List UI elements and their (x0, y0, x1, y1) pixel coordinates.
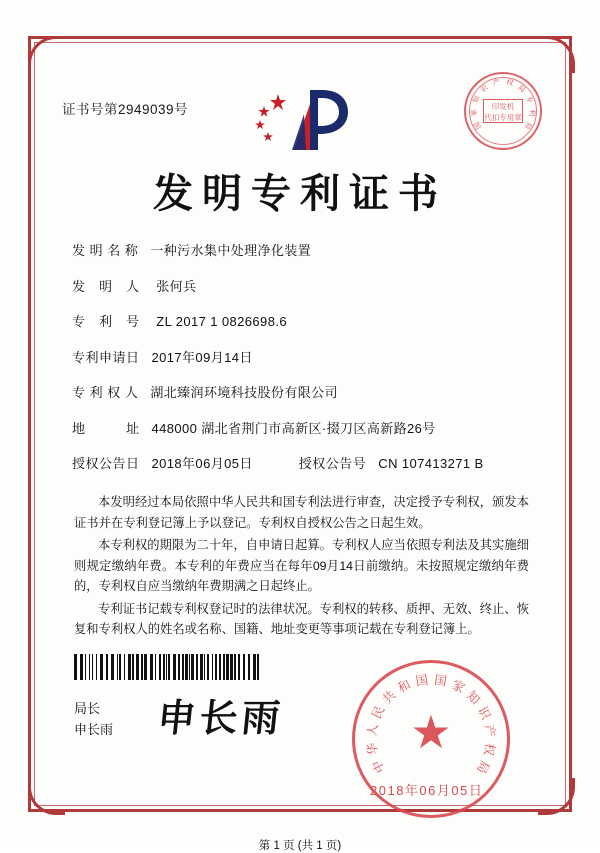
field-value: 2017年09月14日 (151, 349, 253, 365)
director-title-label: 局长 (74, 701, 101, 716)
field-label: 地 址 (72, 420, 140, 436)
seal-date: 2018年06月05日 (370, 783, 484, 798)
field-value: 一种污水集中处理净化装置 (150, 243, 312, 258)
field-grant-row (72, 453, 542, 472)
legal-paragraph: 专利证书记载专利权登记时的法律状况。专利权的转移、质押、无效、终止、恢复和专利权人的姓名或名称、国籍、地址变更等事项记载在专利登记簿上。 (74, 601, 529, 636)
grant-number-value: CN 107413271 B (378, 456, 484, 471)
field-label: 专利申请日 (72, 349, 140, 365)
grant-date-label: 授权公告日 (72, 456, 140, 471)
director-name-label: 申长雨 (74, 722, 114, 737)
approval-stamp-icon: 国 家 知 识 产 权 局 专 利 局 印发机 代扣专用章 (464, 72, 542, 150)
grant-date-value: 2018年06月05日 (151, 456, 253, 471)
field-list (72, 240, 542, 489)
star-icon: ★ (410, 706, 452, 758)
page-title: 发明专利证书 (153, 171, 447, 217)
field-patent-number (72, 311, 542, 330)
field-label: 专 利 权 人 (72, 385, 139, 400)
grant-number-label: 授权公告号 (298, 456, 367, 471)
field-label: 发 明 名 称 (72, 243, 139, 258)
signature-block (74, 698, 113, 740)
field-value: ZL 2017 1 0826698.6 (156, 314, 287, 329)
page-footer: 第 1 页 (共 1 页) (258, 840, 342, 852)
legal-text-block (74, 492, 529, 642)
field-invention-title (72, 240, 542, 259)
patent-barcode (74, 654, 264, 680)
field-label: 发 明 人 (72, 278, 145, 294)
field-address (72, 418, 542, 437)
field-patentee (72, 382, 542, 401)
field-application-date (72, 347, 542, 366)
certificate-number: 证书号第2949039号 (62, 102, 189, 117)
field-value: 张何兵 (156, 278, 197, 294)
legal-paragraph: 本专利权的期限为二十年，自申请日起算。专利权人应当依照专利法及其实施细则规定缴纳年费。本专利的年费应当在每年09月14日前缴纳。未按照规定缴纳年费的，专利权自应当缴纳年费期满之日起终止。 (74, 538, 529, 593)
field-value: 湖北臻润环境科技股份有限公司 (150, 385, 338, 400)
field-label: 专 利 号 (72, 314, 145, 329)
handwritten-signature: 申长雨 (155, 696, 286, 740)
certificate-content (52, 62, 548, 852)
legal-paragraph: 本发明经过本局依照中华人民共和国专利法进行审查，决定授予专利权，颁发本证书并在专利登记簿上予以登记。专利权自授权公告之日起生效。 (74, 495, 529, 530)
patent-office-emblem-icon (248, 84, 358, 154)
field-inventor (72, 276, 542, 295)
national-intellectual-property-administration-seal: 中 华 人 民 共 和 国 国 家 知 识 产 权 局 ★ (352, 660, 510, 818)
field-value: 448000 湖北省荆门市高新区·掇刀区高新路26号 (151, 420, 436, 436)
